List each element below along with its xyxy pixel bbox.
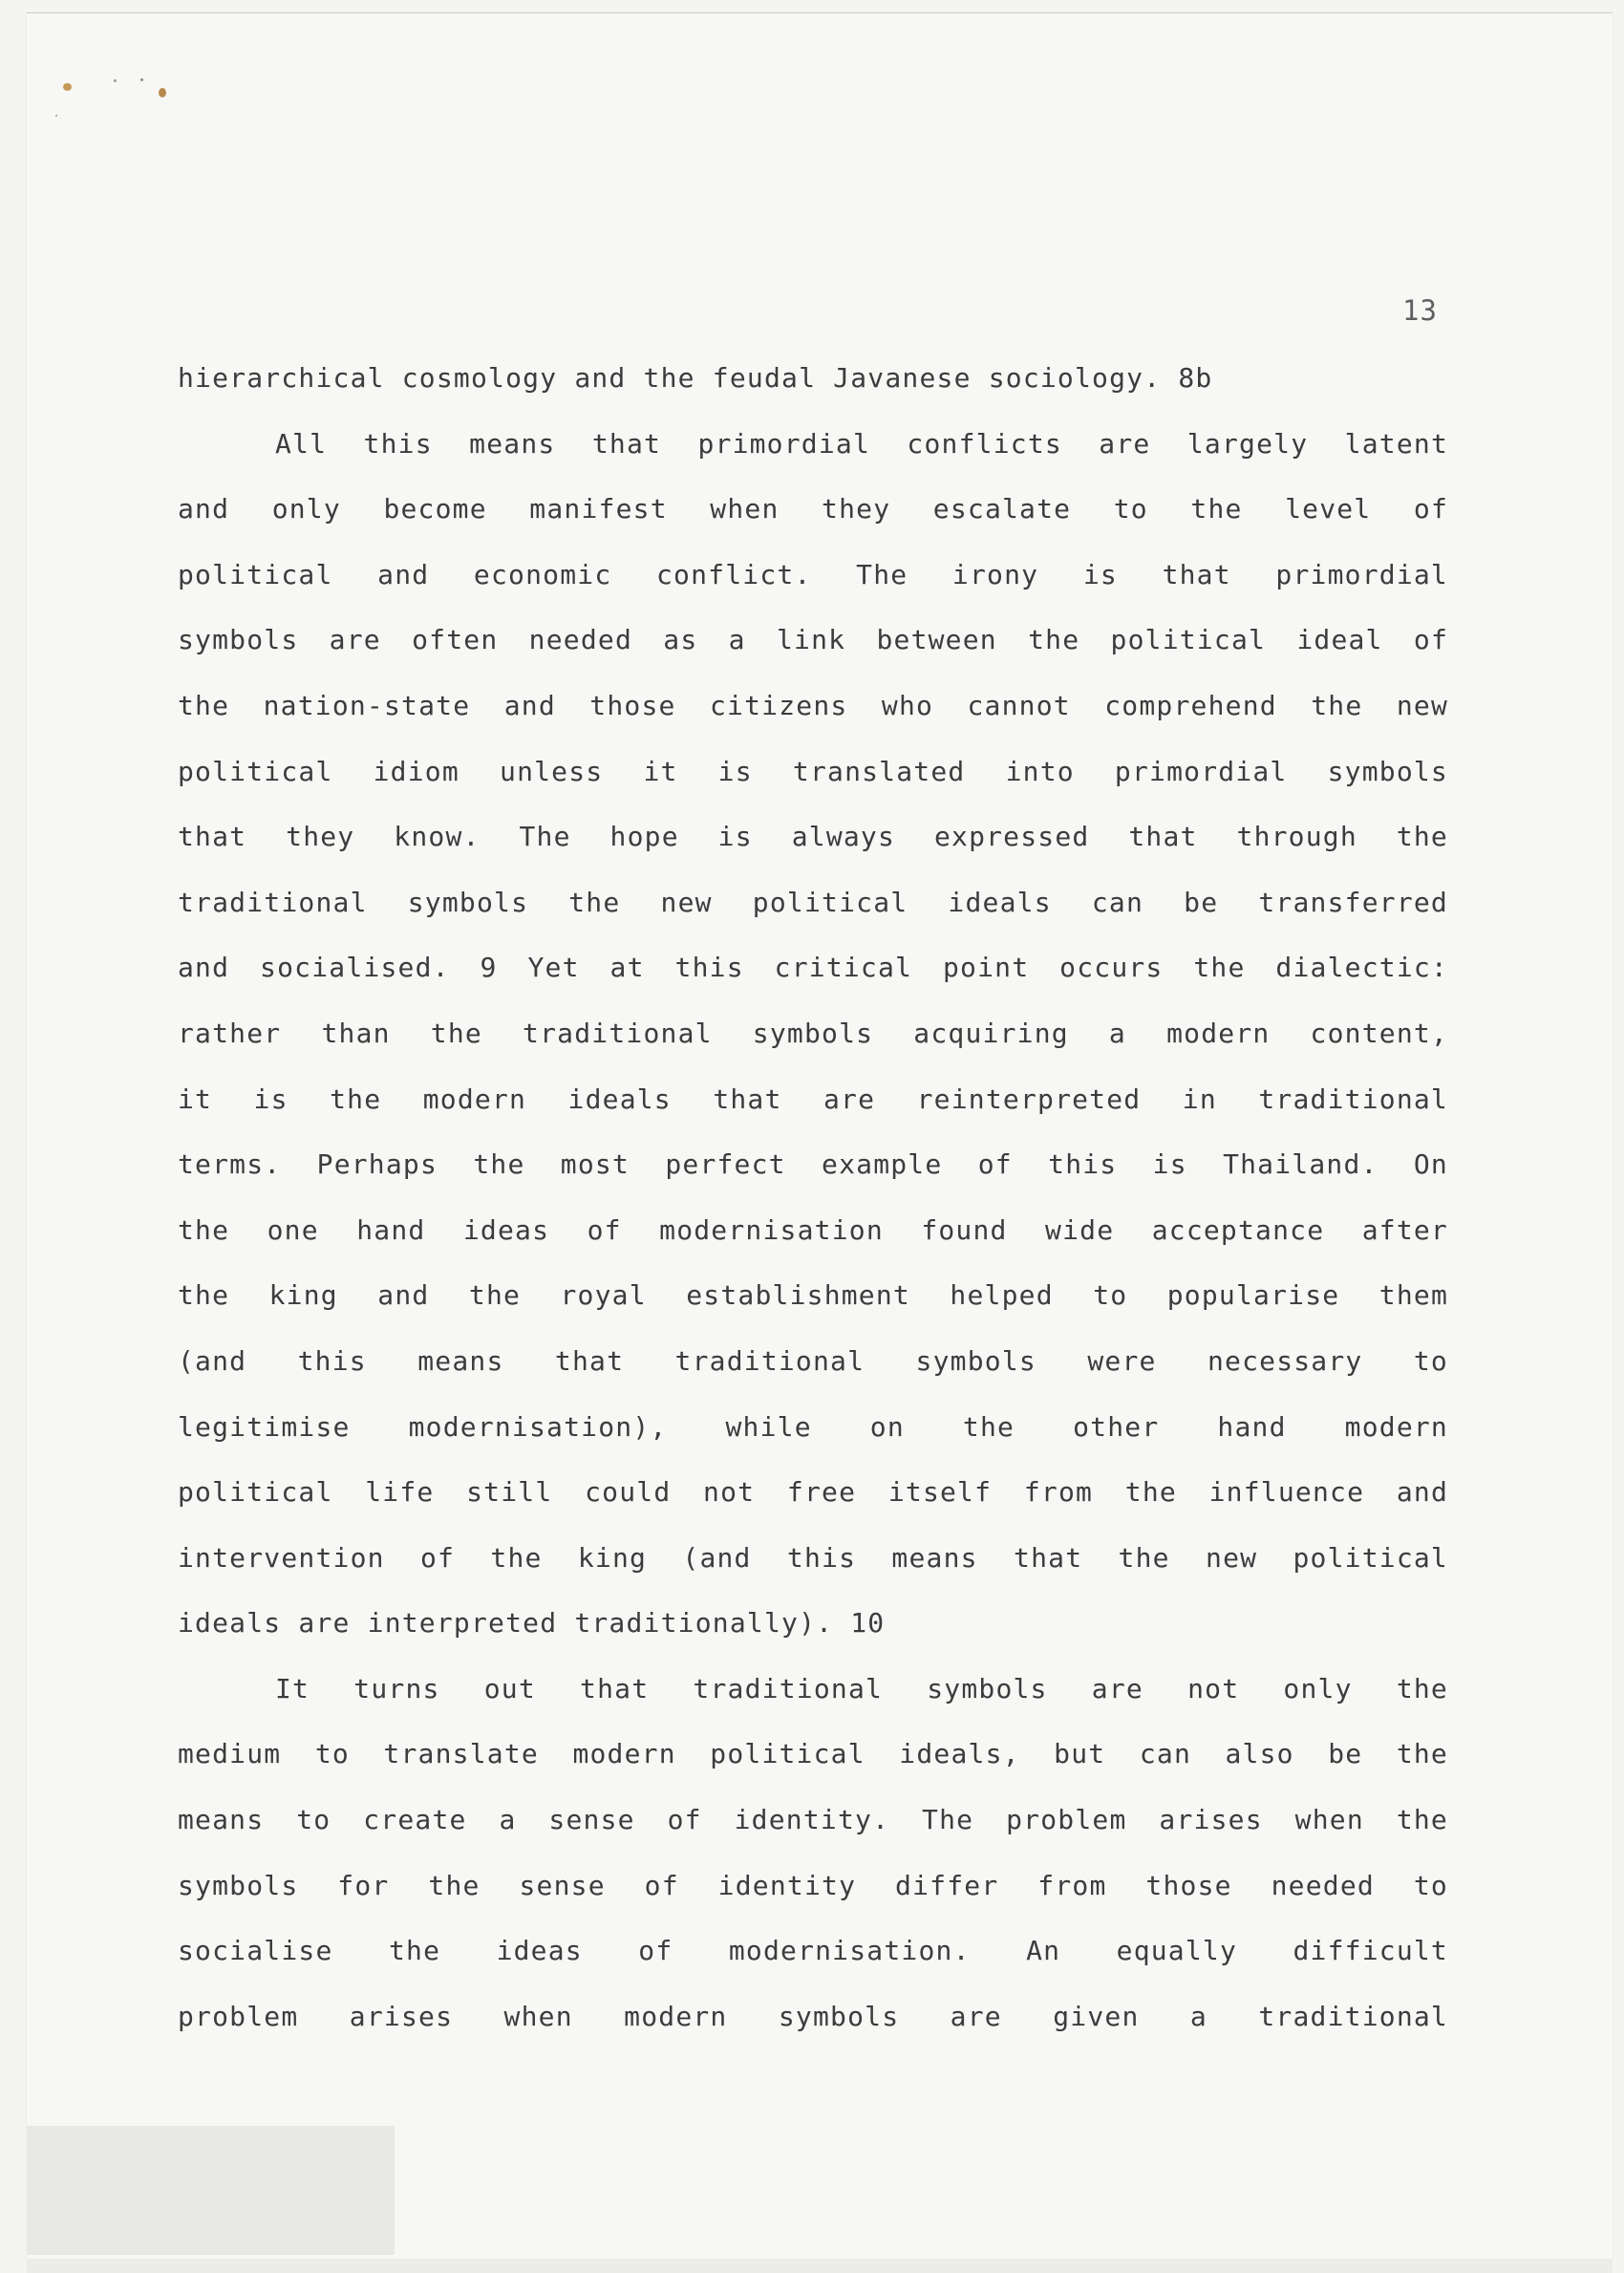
text-line: and only become manifest when they escalate to the level of — [178, 493, 1448, 525]
text-line: ideals are interpreted traditionally). 10 — [178, 1607, 886, 1640]
speck-mark — [114, 79, 117, 82]
text-line: political life still could not free itself from the influence and — [178, 1476, 1448, 1509]
speck-mark — [140, 78, 143, 81]
stain-mark — [159, 88, 166, 97]
text-line: It turns out that traditional symbols are not only the — [275, 1672, 1448, 1705]
speck-mark — [55, 115, 57, 117]
text-line: symbols for the sense of identity differ from those needed to — [178, 1869, 1448, 1901]
text-line: the one hand ideas of modernisation found wide acceptance after — [178, 1213, 1448, 1246]
text-line: political idiom unless it is translated into primordial symbols — [178, 755, 1448, 787]
text-line: traditional symbols the new political ideals can be transferred — [178, 886, 1448, 918]
stain-mark — [63, 83, 72, 91]
scan-edge-top — [27, 12, 1613, 13]
text-line: the king and the royal establishment helped to popularise them — [178, 1279, 1448, 1312]
text-line: the nation-state and those citizens who cannot comprehend the new — [178, 689, 1448, 721]
scan-artifact-patch — [27, 2126, 395, 2255]
text-line: legitimise modernisation), while on the other hand modern — [178, 1410, 1448, 1443]
text-line: symbols are often needed as a link between the political ideal of — [178, 624, 1448, 656]
body-text — [178, 354, 1448, 2058]
scan-edge-bottom — [27, 2259, 1613, 2273]
text-line: All this means that primordial conflicts are largely latent — [275, 427, 1448, 460]
text-line: (and this means that traditional symbols were necessary to — [178, 1344, 1448, 1377]
text-line: intervention of the king (and this means that the new political — [178, 1541, 1448, 1574]
text-line: medium to translate modern political ideals, but can also be the — [178, 1738, 1448, 1770]
text-line: socialise the ideas of modernisation. An equally difficult — [178, 1935, 1448, 1967]
text-line: political and economic conflict. The irony is that primordial — [178, 558, 1448, 590]
text-line: hierarchical cosmology and the feudal Javanese sociology. 8b — [178, 362, 1213, 394]
text-line: rather than the traditional symbols acquiring a modern content, — [178, 1017, 1448, 1049]
text-line: problem arises when modern symbols are given a traditional — [178, 2000, 1448, 2032]
text-line: and socialised. 9 Yet at this critical point occurs the dialectic: — [178, 952, 1448, 984]
text-line: it is the modern ideals that are reinterpreted in traditional — [178, 1083, 1448, 1115]
page-number: 13 — [1402, 294, 1438, 327]
text-line: terms. Perhaps the most perfect example of this is Thailand. On — [178, 1148, 1448, 1181]
text-line: that they know. The hope is always expressed that through the — [178, 821, 1448, 853]
text-line: means to create a sense of identity. The problem arises when the — [178, 1804, 1448, 1836]
